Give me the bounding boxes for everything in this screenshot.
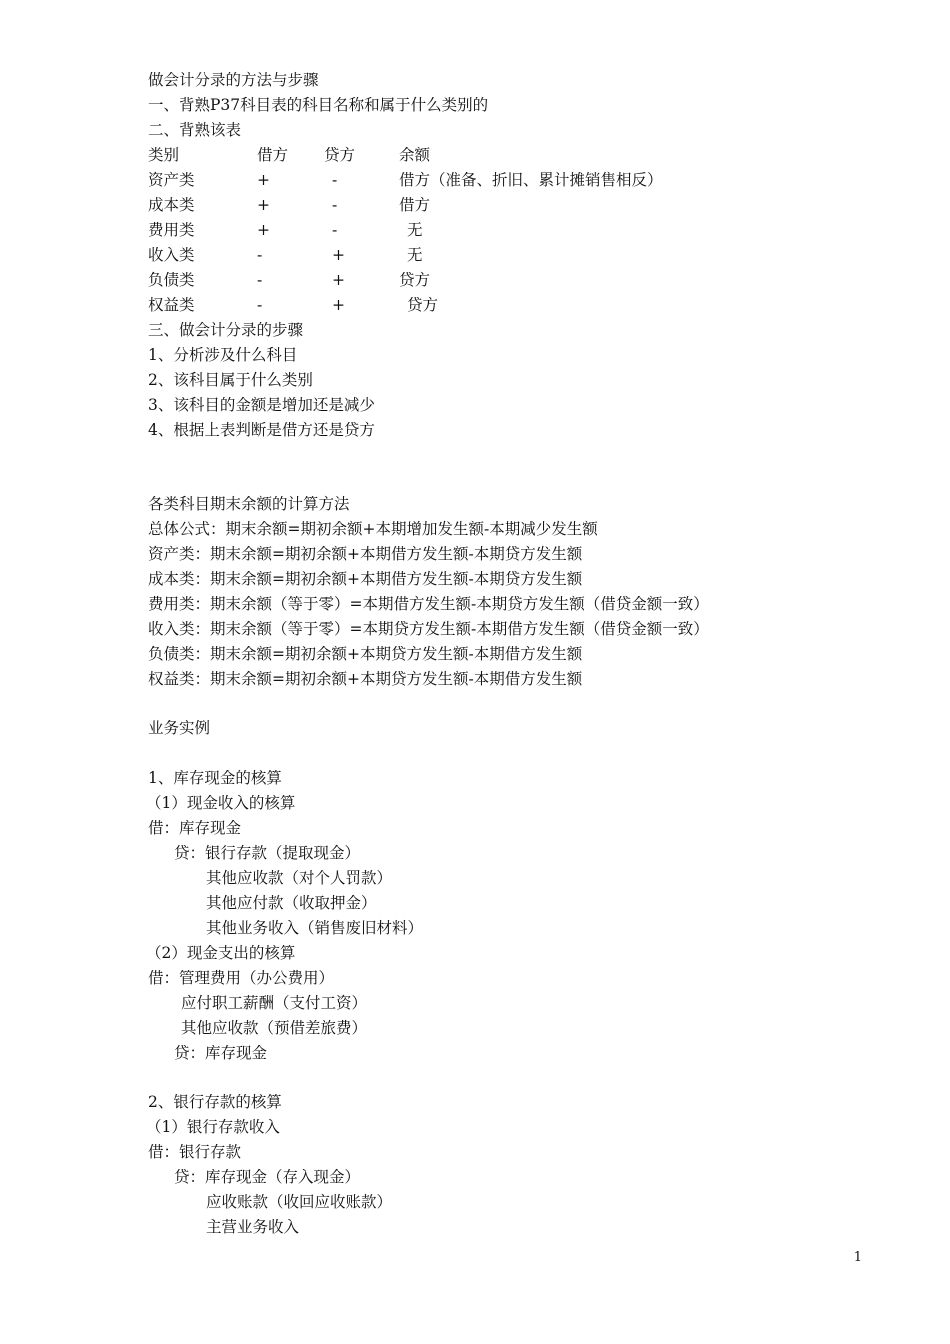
journal-line: 其他业务收入（销售废旧材料） bbox=[206, 919, 424, 937]
formula-line: 权益类：期末余额=期初余额+本期贷方发生额-本期借方发生额 bbox=[148, 670, 583, 688]
table-cell-balance: 无 bbox=[407, 221, 423, 239]
journal-line: 借：库存现金 bbox=[148, 819, 242, 837]
journal-line: 其他应收款（对个人罚款） bbox=[206, 869, 393, 887]
table-cell-credit: - bbox=[332, 171, 338, 189]
table-cell-balance: 贷方 bbox=[407, 296, 439, 314]
table-cell-credit: + bbox=[332, 271, 345, 289]
document-title: 做会计分录的方法与步骤 bbox=[148, 71, 319, 89]
journal-line: 贷：银行存款（提取现金） bbox=[174, 844, 361, 862]
table-cell-category: 收入类 bbox=[148, 246, 195, 264]
header-balance: 余额 bbox=[399, 146, 431, 164]
formula-line: 成本类：期末余额=期初余额+本期借方发生额-本期贷方发生额 bbox=[148, 570, 583, 588]
table-cell-debit: + bbox=[257, 196, 270, 214]
table-cell-category: 费用类 bbox=[148, 221, 195, 239]
table-cell-credit: - bbox=[332, 196, 338, 214]
formula-line: 费用类：期末余额（等于零）=本期借方发生额-本期贷方发生额（借贷金额一致） bbox=[148, 595, 709, 613]
table-cell-debit: - bbox=[257, 246, 263, 264]
table-cell-category: 成本类 bbox=[148, 196, 195, 214]
list-item: 3、该科目的金额是增加还是减少 bbox=[148, 396, 375, 414]
formula-line: 收入类：期末余额（等于零）=本期贷方发生额-本期借方发生额（借贷金额一致） bbox=[148, 620, 709, 638]
journal-line: 应付职工薪酬（支付工资） bbox=[181, 994, 368, 1012]
header-credit: 贷方 bbox=[324, 146, 356, 164]
table-cell-balance: 贷方 bbox=[399, 271, 431, 289]
journal-line: 贷：库存现金（存入现金） bbox=[174, 1168, 361, 1186]
table-cell-credit: + bbox=[332, 296, 345, 314]
table-cell-balance: 无 bbox=[407, 246, 423, 264]
journal-line: 主营业务收入 bbox=[206, 1218, 300, 1236]
table-cell-debit: + bbox=[257, 171, 270, 189]
journal-line: 其他应收款（预借差旅费） bbox=[181, 1019, 368, 1037]
header-debit: 借方 bbox=[257, 146, 289, 164]
table-cell-credit: - bbox=[332, 221, 338, 239]
step-three: 三、做会计分录的步骤 bbox=[148, 321, 304, 339]
formula-line: 负债类：期末余额=期初余额+本期贷方发生额-本期借方发生额 bbox=[148, 645, 583, 663]
list-item: 2、该科目属于什么类别 bbox=[148, 371, 313, 389]
list-item: 1、分析涉及什么科目 bbox=[148, 346, 298, 364]
table-cell-category: 负债类 bbox=[148, 271, 195, 289]
journal-line: 借：管理费用（办公费用） bbox=[148, 969, 335, 987]
journal-line: 借：银行存款 bbox=[148, 1143, 242, 1161]
journal-line: 贷：库存现金 bbox=[174, 1044, 268, 1062]
formula-line: 资产类：期末余额=期初余额+本期借方发生额-本期贷方发生额 bbox=[148, 545, 583, 563]
cash-receipt-heading: （1）现金收入的核算 bbox=[146, 794, 296, 812]
list-item: 4、根据上表判断是借方还是贷方 bbox=[148, 421, 375, 439]
cash-payment-heading: （2）现金支出的核算 bbox=[146, 944, 296, 962]
table-cell-category: 权益类 bbox=[148, 296, 195, 314]
table-cell-debit: - bbox=[257, 271, 263, 289]
table-cell-category: 资产类 bbox=[148, 171, 195, 189]
bank-receipt-heading: （1）银行存款收入 bbox=[146, 1118, 280, 1136]
journal-line: 其他应付款（收取押金） bbox=[206, 894, 377, 912]
journal-line: 应收账款（收回应收账款） bbox=[206, 1193, 393, 1211]
table-cell-balance: 借方 bbox=[399, 196, 431, 214]
table-cell-credit: + bbox=[332, 246, 345, 264]
formula-line: 总体公式：期末余额=期初余额+本期增加发生额-本期减少发生额 bbox=[148, 520, 598, 538]
balance-section-title: 各类科目期末余额的计算方法 bbox=[148, 495, 350, 513]
cash-heading: 1、库存现金的核算 bbox=[148, 769, 282, 787]
header-category: 类别 bbox=[148, 146, 180, 164]
step-one: 一、背熟P37科目表的科目名称和属于什么类别的 bbox=[148, 96, 489, 114]
table-cell-debit: - bbox=[257, 296, 263, 314]
table-cell-debit: + bbox=[257, 221, 270, 239]
step-two: 二、背熟该表 bbox=[148, 121, 242, 139]
page-number: 1 bbox=[853, 1250, 862, 1265]
table-cell-balance: 借方（准备、折旧、累计摊销售相反） bbox=[399, 171, 663, 189]
examples-title: 业务实例 bbox=[148, 719, 211, 737]
bank-heading: 2、银行存款的核算 bbox=[148, 1093, 282, 1111]
